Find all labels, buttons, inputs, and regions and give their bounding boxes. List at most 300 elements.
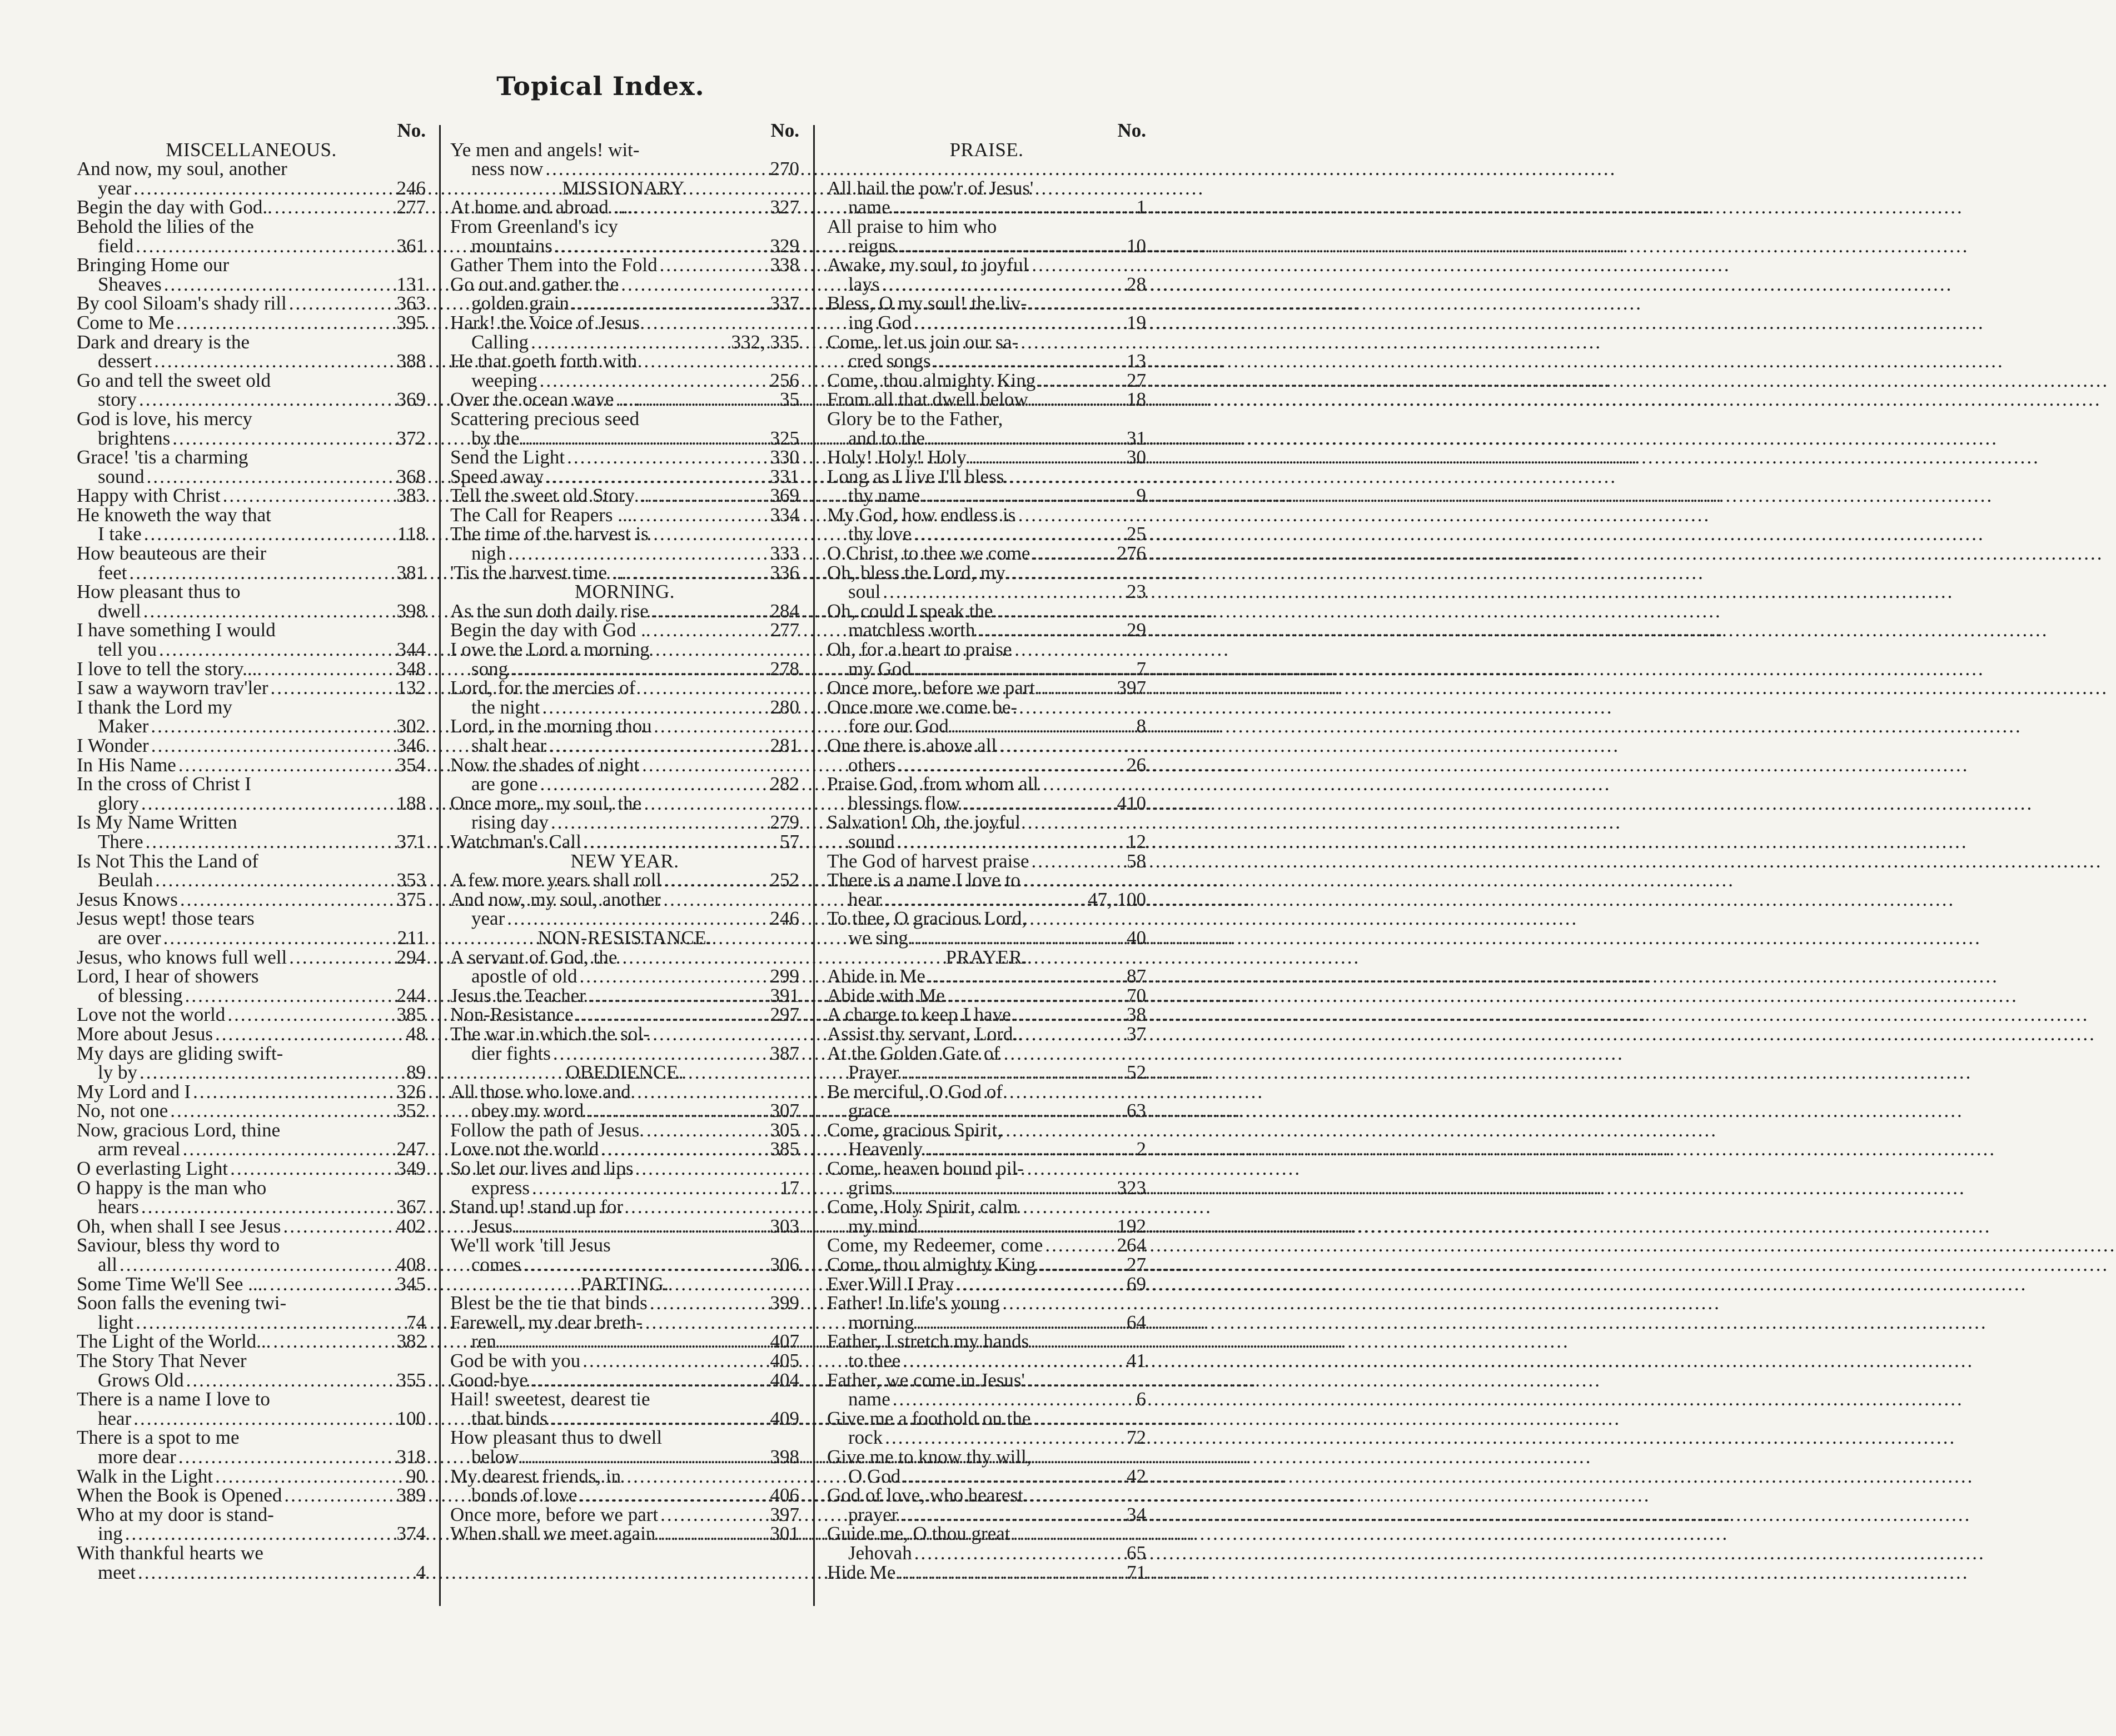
index-entry [77,1044,426,1082]
entry-title: Happy with Christ [77,485,221,507]
entry-title: O God [848,1465,901,1487]
hymn-number: 369 [396,388,426,411]
entry-line [827,563,1146,583]
index-entry [827,217,1146,256]
entry-line [450,1524,799,1544]
entry-title: Come, thou almighty King [827,369,1036,391]
section-heading: MISSIONARY. [562,177,688,199]
hymn-number: 325 [770,427,799,449]
entry-line [827,352,1146,371]
entry-line [827,657,1146,680]
entry-title: My God, how endless is [827,503,1016,526]
entry-line [450,871,799,890]
leader-dots [637,506,768,525]
leader-dots [896,756,1124,775]
leader-dots [544,467,768,487]
entry-line [77,294,426,313]
entry-title: Grace! 'tis a charming [77,446,248,468]
entry-line [77,698,426,717]
index-entry [450,467,799,487]
entry-title: Non-Resistance [450,1004,574,1026]
entry-title: dier fights [471,1042,551,1064]
hymn-number: 276 [1117,542,1146,565]
entry-title: Bless, O my soul! the liv- [827,292,1027,315]
entry-title: Give me a foothold on the [827,1407,1031,1429]
leader-dots [918,1217,1114,1236]
entry-title: Long as I live I'll bless [827,465,1004,487]
index-entry [450,756,799,794]
index-entry [77,582,426,621]
entry-line [450,986,799,1006]
leader-dots [117,1255,395,1275]
entry-line [77,1176,426,1199]
entry-title: Come, thou almighty King [827,1254,1036,1276]
entry-line [77,832,426,852]
index-entry [450,1294,799,1313]
leader-dots [271,1332,394,1351]
leader-dots [1035,679,1114,698]
entry-line [77,1371,426,1390]
index-entry [450,486,799,506]
leader-dots [127,563,394,583]
entry-line [450,198,799,217]
entry-line [77,313,426,333]
index-entry [827,1332,1146,1370]
hymn-number: 100 [396,1407,426,1429]
entry-title: my God [848,657,912,680]
entry-title: of blessing [98,984,183,1006]
entry-line [827,407,1146,430]
index-entry [450,352,799,390]
entry-title: The Story That Never [77,1350,247,1371]
entry-title: Now, gracious Lord, thine [77,1119,281,1141]
leader-dots [139,1198,395,1217]
entry-title: There is a spot to me [77,1426,240,1449]
entry-line [827,237,1146,256]
entry-title: O happy is the man who [77,1176,267,1199]
entry-title: Bringing Home our [77,254,230,276]
leader-dots [960,794,1114,814]
index-entry [77,1101,426,1121]
entry-line [450,1505,799,1525]
index-entry [77,621,426,659]
index-entry [77,1022,426,1045]
entry-line [77,736,426,756]
entry-title: Is My Name Written [77,811,237,834]
leader-dots [537,371,768,391]
entry-title: grace [848,1100,890,1122]
entry-line [77,256,426,275]
entry-title: we sing [848,926,908,949]
leader-dots [153,871,394,890]
leader-dots [1030,544,1114,563]
index-entry [450,1371,799,1390]
entry-title: story [98,388,137,411]
leader-dots [893,1179,1115,1198]
hymn-number: 336 [770,561,799,583]
index-entry [77,967,426,1005]
entry-line [77,679,426,698]
entry-line [77,926,426,949]
entry-line [77,1217,426,1236]
entry-title: All hail the pow'r of Jesus' [827,177,1034,199]
entry-line [450,1371,799,1390]
leader-dots [287,294,395,313]
entry-title: Watchman's Call [450,830,581,852]
entry-line [827,890,1146,910]
hymn-number: 25 [1127,523,1146,545]
entry-line [450,1445,799,1468]
entry-line [77,1082,426,1102]
hymn-number: 65 [1127,1542,1146,1564]
entry-line [827,313,1146,333]
index-column-3 [827,121,1146,1582]
hymn-number: 18 [1127,388,1146,411]
hymn-number: 40 [1127,926,1146,949]
index-entry [450,390,799,410]
index-column-2 [450,121,799,1544]
entry-title: My days are gliding swift- [77,1042,283,1064]
entry-title: thy love [848,523,912,545]
entry-title: more dear [98,1445,176,1468]
index-entry [450,1082,799,1121]
entry-line [77,1409,426,1429]
entry-line [827,1121,1146,1140]
hymn-number: 395 [396,311,426,333]
entry-title: The war in which the sol- [450,1022,650,1045]
hymn-number: 277 [396,196,426,218]
entry-line [827,736,1146,756]
entry-line [827,1101,1146,1121]
leader-dots [149,736,395,756]
index-entry [77,1275,426,1294]
entry-line [450,256,799,275]
entry-title: All those who love and [450,1080,631,1103]
hymn-number: 42 [1127,1465,1146,1487]
entry-title: Gather Them into the Fold [450,254,658,276]
index-entry [827,640,1146,679]
entry-line [77,1121,426,1140]
entry-line [827,1176,1146,1199]
leader-dots [540,698,768,717]
entry-title: Come, gracious Spirit, [827,1119,1002,1141]
entry-title: Come, let us join our sa- [827,331,1019,353]
hymn-number: 211 [397,926,426,949]
hymn-number: 27 [1127,1254,1146,1276]
index-entry [827,736,1146,775]
entry-title: Come, my Redeemer, come [827,1234,1043,1256]
entry-title: No, not one [77,1100,168,1122]
hymn-number: 89 [406,1061,426,1084]
hymn-number: 281 [770,735,799,756]
entry-title: Lord, for the mercies of [450,677,636,699]
index-entry [450,986,799,1006]
leader-dots [920,486,1134,506]
entry-line [450,890,799,910]
number-column-label: No. [1117,119,1146,141]
leader-dots [181,1140,395,1159]
hymn-number: 31 [1127,427,1146,449]
leader-dots [912,660,1134,679]
entry-line [450,1236,799,1255]
entry-line [827,986,1146,1006]
index-entry [77,1486,426,1505]
entry-title: light [98,1311,134,1333]
entry-title: sound [98,465,145,487]
hymn-number: 27 [1127,369,1146,391]
hymn-number: 47, 100 [1088,888,1146,910]
entry-title: Abide with Me [827,984,945,1006]
index-entry [827,909,1146,947]
leader-dots [142,525,395,544]
hymn-number: 29 [1127,619,1146,641]
leader-dots [883,1428,1124,1448]
hymn-number: 297 [770,1004,799,1026]
hymn-number: 41 [1127,1350,1146,1371]
index-entry [827,294,1146,332]
entry-line [450,544,799,563]
entry-title: Ever Will I Pray [827,1273,954,1295]
index-entry [77,1428,426,1466]
entry-title: Begin the day with God.. [77,196,272,218]
index-entry [827,503,1146,545]
entry-title: I Wonder [77,735,149,756]
entry-title: A charge to keep I have. [827,1004,1016,1026]
hymn-number: 346 [396,735,426,756]
index-entry [450,1121,799,1140]
leader-dots [184,1371,395,1390]
leader-dots [549,813,768,832]
index-entry [827,1294,1146,1332]
entry-line [827,621,1146,640]
entry-line [77,1140,426,1159]
entry-title: Go and tell the sweet old [77,369,271,391]
leader-dots [651,621,768,640]
leader-dots [183,986,395,1006]
hymn-number: 353 [396,869,426,891]
entry-title: golden grain [471,292,569,315]
leader-dots [1028,390,1124,410]
index-entry [77,813,426,851]
index-entry [450,871,799,890]
leader-dots [528,1371,768,1390]
entry-title: sound [848,830,895,852]
hymn-number: 361 [396,235,426,257]
entry-line [827,371,1146,391]
index-entry [450,717,799,755]
index-entry [450,448,799,467]
index-entry [77,948,426,967]
index-entry [77,1294,426,1332]
section-heading: NEW YEAR. [570,850,679,872]
leader-dots [649,486,768,506]
entry-title: brightens [98,427,171,449]
entry-title: How beauteous are their [77,542,267,565]
leader-dots [133,1313,404,1333]
hymn-number: 410 [1117,792,1146,814]
hymn-number: 348 [396,657,426,680]
leader-dots [577,1486,768,1505]
index-entry [450,563,799,583]
entry-line [450,736,799,756]
entry-title: Maker [98,715,149,737]
hymn-number: 303 [770,1215,799,1237]
leader-dots [890,1390,1134,1409]
index-entry [450,503,799,526]
entry-line [450,217,799,237]
entry-title: Send the Light [450,446,565,468]
leader-dots [1016,1005,1125,1025]
entry-title: rock [848,1426,883,1449]
entry-line [77,986,426,1006]
hymn-number: 17 [780,1176,799,1199]
entry-title: My Lord and I [77,1080,191,1103]
entry-line [827,909,1146,929]
index-entry [77,486,426,506]
leader-dots [552,237,768,256]
leader-dots [131,179,394,198]
entry-title: apostle of old [471,965,577,987]
index-entry [450,794,799,832]
index-entry [77,852,426,890]
entry-title: More about Jesus [77,1022,213,1045]
entry-title: Dark and dreary is the [77,331,250,353]
entry-title: God of love, who hearest [827,1484,1023,1506]
entry-title: One there is above all [827,735,997,756]
entry-title: Scattering precious seed [450,407,640,430]
entry-line [77,794,426,814]
hymn-number: 34 [1127,1503,1146,1525]
leader-dots [139,794,395,814]
entry-line [450,775,799,794]
entry-title: comes [471,1254,521,1276]
section-heading: MISCELLANEOUS. [166,138,337,161]
leader-dots [586,986,768,1006]
entry-title: are gone [471,773,538,795]
entry-line [77,371,426,391]
leader-dots [272,198,395,217]
entry-line [827,756,1146,775]
entry-line [450,832,799,852]
leader-dots [521,1255,768,1275]
entry-line [827,1255,1146,1275]
entry-title: God is love, his mercy [77,407,252,430]
hymn-number: 71 [1127,1561,1146,1583]
leader-dots [569,294,768,313]
entry-line [827,1236,1146,1255]
leader-dots [176,756,395,775]
hymn-number: 12 [1127,830,1146,852]
index-entry [827,698,1146,736]
entry-line [77,1255,426,1275]
entry-line [827,1140,1146,1159]
entry-line [450,1159,799,1179]
index-entry [450,1390,799,1428]
hymn-number: 385 [770,1138,799,1160]
entry-line [450,138,799,161]
entry-line [77,544,426,563]
entry-line [77,890,426,910]
entry-line [450,1140,799,1159]
leader-dots [178,890,395,910]
leader-dots [162,275,395,295]
entry-line [450,679,799,698]
entry-title: Jesus the Teacher [450,984,586,1006]
entry-line [450,640,799,660]
entry-line [450,909,799,929]
hymn-number: 330 [770,446,799,468]
entry-title: Over the ocean wave ..... [450,388,643,411]
entry-title: matchless worth [848,619,975,641]
leader-dots [141,602,395,621]
index-entry [827,1563,1146,1583]
hymn-number: 371 [396,830,426,852]
entry-line [827,256,1146,275]
entry-title: When the Book is Opened [77,1484,282,1506]
index-entry [77,448,426,486]
entry-line [450,1121,799,1140]
leader-dots [580,1351,768,1371]
entry-line [827,1390,1146,1409]
entry-line [77,948,426,967]
entry-title: glory [98,792,139,814]
index-entry [827,1371,1146,1409]
entry-title: Jesus wept! those tears [77,907,255,930]
index-entry [77,736,426,756]
index-entry [827,967,1146,986]
leader-dots [908,929,1124,948]
leader-dots [529,333,729,352]
hymn-number: 30 [1127,446,1146,468]
index-entry [77,333,426,371]
hymn-number: 13 [1127,350,1146,372]
hymn-number: 363 [396,292,426,315]
leader-dots [520,429,768,448]
hymn-number: 63 [1127,1100,1146,1122]
hymn-number: 26 [1127,754,1146,776]
index-entry [827,1275,1146,1294]
entry-line [77,582,426,602]
entry-line [77,621,426,640]
entry-line [77,602,426,621]
entry-line [827,1005,1146,1025]
entry-title: From all that dwell below [827,388,1028,411]
entry-line [77,1313,426,1333]
hymn-number: 246 [396,177,426,199]
entry-line [450,503,799,526]
index-entry [827,852,1146,871]
entry-line [827,1409,1146,1429]
entry-title: Blest be the tie that binds [450,1292,648,1314]
hymn-number: 337 [770,292,799,315]
index-entry [77,1332,426,1351]
entry-line [450,1101,799,1121]
entry-title: year [471,907,505,930]
hymn-number: 270 [770,158,799,180]
index-entry [827,1159,1146,1198]
entry-title: rising day [471,811,549,834]
hymn-number: 368 [396,465,426,487]
hymn-number: 1 [1136,196,1146,218]
index-entry [450,1428,799,1466]
entry-line [77,1351,426,1371]
hymn-number: 28 [1127,273,1146,295]
entry-line [450,1409,799,1429]
hymn-number: 355 [396,1369,426,1391]
leader-dots [925,429,1124,448]
hymn-number: 7 [1136,657,1146,680]
leader-dots [644,1121,768,1140]
